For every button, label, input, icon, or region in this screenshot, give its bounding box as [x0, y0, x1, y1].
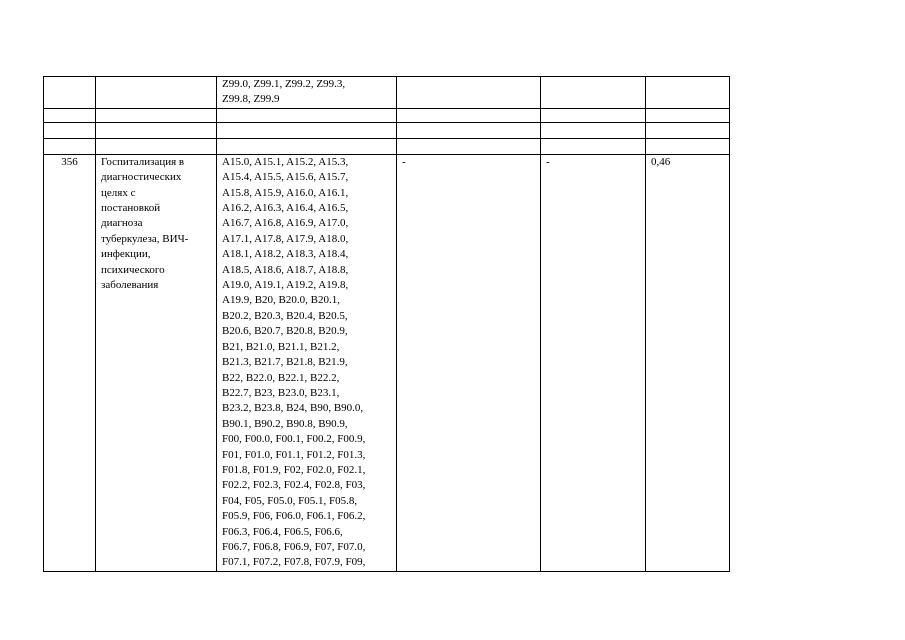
row-codes-cell: A15.0, A15.1, A15.2, A15.3, A15.4, A15.5, A15.6, A15.7, A15.8, A15.9, A16.0, A16.1, A16.2, A16.3, A16.4, A16.5, A16.7, A16.8, A16.9, A17.0, A17.1, A17.8, A17.9, A18.0, A18.1, A18.2, A18.3, A18.4, A18.5, A18.6, A18.7, A18.8, A19.0, A19.1, A19.2, A19.8, A19.9, B20, B20.0, B20.1, B20.2, B20.3, B20.4, B20.5, B20.6, B20.7, B20.8, B20.9, B21, B21.0, B21.1, B21.2, B21.3, B21.7, B21.8, B21.9, B22, B22.0, B22.1, B22.2, B22.7, B23, B23.0, B23.1, B23.2, B23.8, B24, B90, B90.0, B90.1, B90.2, B90.8, B90.9, F00, F00.0, F00.1, F00.2, F00.9, F01, F01.0, F01.1, F01.2, F01.3, F01.8, F01.9, F02, F02.0, F02.1, F02.2, F02.3, F02.4, F02.8, F03, F04, F05, F05.0, F05.1, F05.8, F05.9, F06, F06.0, F06.1, F06.2, F06.3, F06.4, F06.5, F06.6, F06.7, F06.8, F06.9, F07, F07.0, F07.1, F07.2, F07.8, F07.9, F09,	[217, 154, 397, 571]
empty-cell	[646, 138, 730, 154]
table-row	[44, 122, 730, 138]
row-name-cell: Госпитализация в диагностических целях с постановкой диагноза туберкулеза, ВИЧ- инфекции, психического заболевания	[96, 154, 217, 571]
empty-cell	[96, 138, 217, 154]
empty-cell	[646, 108, 730, 122]
row-name-cell	[96, 77, 217, 109]
empty-cell	[217, 138, 397, 154]
row-number-cell	[44, 77, 96, 109]
empty-cell	[397, 122, 541, 138]
empty-cell	[44, 108, 96, 122]
row-col4-cell	[397, 77, 541, 109]
row-col5-cell	[541, 77, 646, 109]
empty-cell	[646, 122, 730, 138]
empty-cell	[541, 122, 646, 138]
row-coefficient-cell	[646, 77, 730, 109]
table-row	[44, 138, 730, 154]
row-coefficient-cell: 0,46	[646, 154, 730, 571]
empty-cell	[541, 138, 646, 154]
empty-cell	[397, 108, 541, 122]
row-number-cell: 356	[44, 154, 96, 571]
empty-cell	[217, 108, 397, 122]
row-col5-cell: -	[541, 154, 646, 571]
table-row	[44, 77, 730, 109]
empty-cell	[96, 122, 217, 138]
empty-cell	[397, 138, 541, 154]
empty-cell	[541, 108, 646, 122]
table-row-356	[44, 154, 730, 571]
empty-cell	[44, 138, 96, 154]
empty-cell	[96, 108, 217, 122]
table-row	[44, 108, 730, 122]
tariff-table	[43, 76, 730, 572]
row-col4-cell: -	[397, 154, 541, 571]
empty-cell	[217, 122, 397, 138]
empty-cell	[44, 122, 96, 138]
row-codes-cell: Z99.0, Z99.1, Z99.2, Z99.3, Z99.8, Z99.9	[217, 77, 397, 109]
